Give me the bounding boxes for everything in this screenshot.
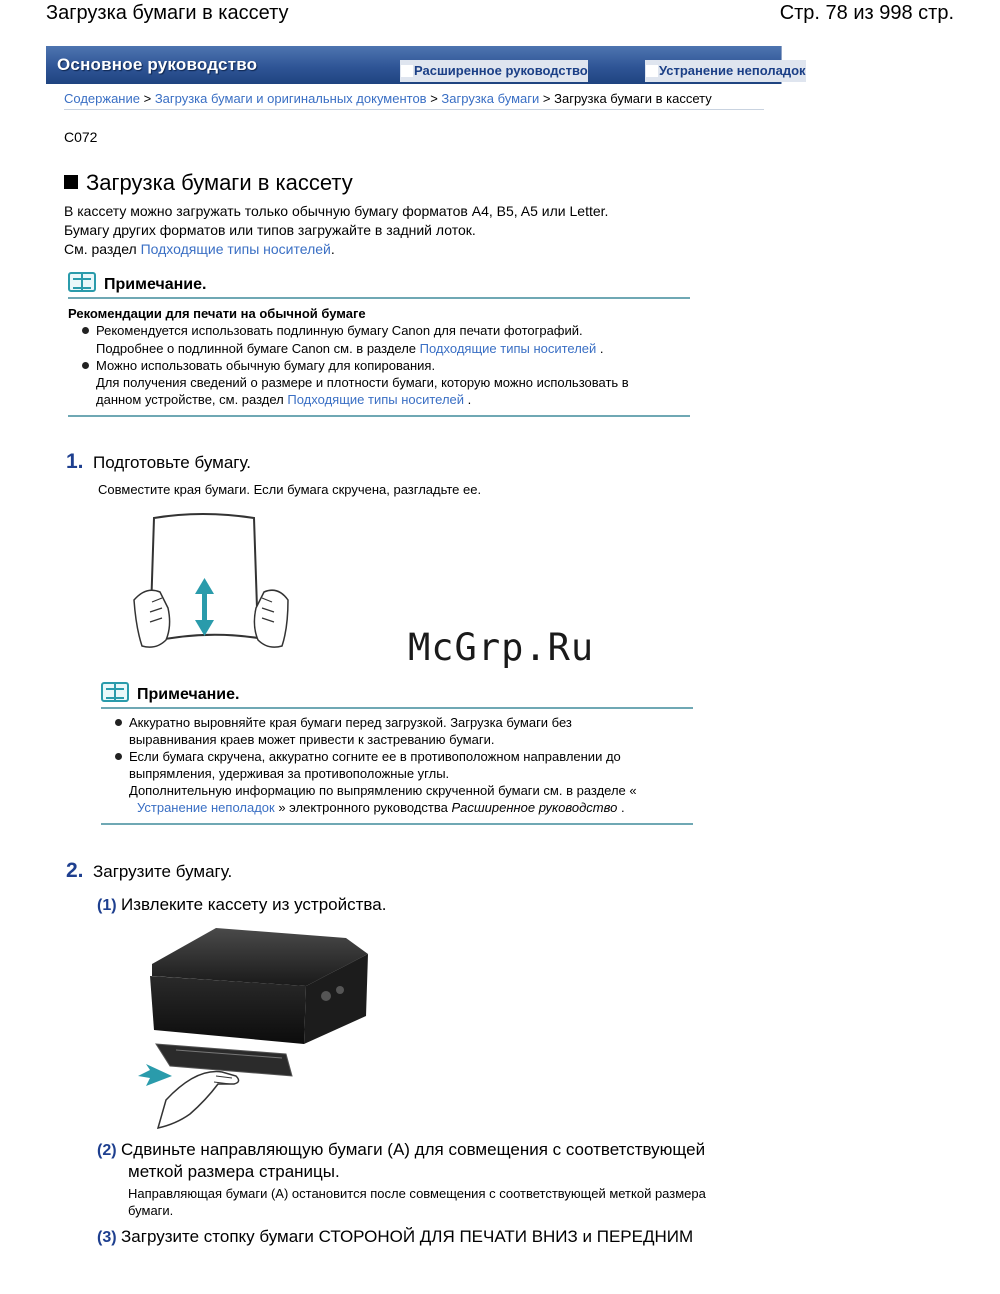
troubleshooting-tab[interactable]: Устранение неполадок	[645, 60, 806, 82]
substep-text: меткой размера страницы.	[128, 1162, 340, 1181]
intro-prefix: См. раздел	[64, 241, 141, 257]
note-text: » электронного руководства	[274, 800, 452, 815]
note-text: .	[617, 800, 625, 815]
breadcrumb-separator: >	[426, 91, 442, 106]
advanced-guide-reference: Расширенное руководство	[451, 800, 618, 815]
paper-cassette	[156, 1044, 292, 1076]
right-hand	[254, 590, 288, 647]
note-bullet-line: Дополнительную информацию по выпрямлению скрученной бумаги см. в разделе «	[129, 783, 637, 798]
note-text: данном устройстве, см. раздел	[96, 392, 288, 407]
note-bullet-line	[96, 340, 690, 357]
note-text: .	[596, 341, 604, 356]
pull-arrow-icon	[138, 1064, 172, 1086]
note-bullet-line: Для получения сведений о размере и плотности бумаги, которую можно использовать в	[96, 375, 629, 390]
step-title: Загрузите бумагу.	[92, 862, 233, 881]
breadcrumb-divider	[64, 109, 764, 110]
note-divider	[68, 415, 690, 417]
note-bullet-line: выравнивания краев может привести к застреванию бумаги.	[129, 732, 495, 747]
intro-text	[64, 202, 608, 259]
substep-text: Извлеките кассету из устройства.	[121, 895, 387, 914]
substep-description: бумаги.	[128, 1203, 174, 1218]
note-title-text: Примечание.	[137, 686, 240, 703]
basic-guide-title: Основное руководство	[57, 55, 258, 74]
square-bullet-icon	[64, 175, 78, 189]
book-icon	[101, 682, 129, 702]
substep-text: Сдвиньте направляющую бумаги (A) для совмещения с соответствующей	[121, 1140, 706, 1159]
book-icon	[68, 272, 96, 292]
substep-text: Загрузите стопку бумаги СТОРОНОЙ ДЛЯ ПЕЧАТИ ВНИЗ и ПЕРЕДНИМ	[121, 1227, 694, 1246]
note-bullet	[68, 357, 690, 408]
note-bullet	[68, 322, 690, 357]
media-types-link[interactable]: Подходящие типы носителей	[140, 241, 331, 257]
printer-button	[321, 991, 331, 1001]
substep-number: (3)	[97, 1229, 117, 1246]
note-box	[68, 272, 690, 417]
step-description: Совместите края бумаги. Если бумага скручена, разгладьте ее.	[98, 482, 482, 497]
printer-cassette-illustration	[136, 924, 376, 1130]
intro-line	[64, 240, 608, 259]
note-divider	[68, 297, 690, 299]
step-2	[66, 859, 232, 883]
breadcrumb-current: Загрузка бумаги в кассету	[554, 91, 712, 106]
note-title	[101, 682, 693, 704]
note-text: .	[464, 392, 472, 407]
note-bullet-line: выпрямления, удерживая за противоположные углы.	[129, 766, 450, 781]
note-title-text: Примечание.	[104, 276, 207, 293]
step-number: 1.	[66, 450, 84, 473]
note-bullet	[101, 748, 693, 816]
substep-3	[97, 1227, 693, 1247]
intro-line: Бумагу других форматов или типов загружайте в задний лоток.	[64, 222, 476, 238]
intro-line: В кассету можно загружать только обычную бумагу форматов A4, B5, A5 или Letter.	[64, 203, 609, 219]
substep-1	[97, 895, 386, 915]
document-code: C072	[64, 129, 98, 145]
breadcrumb	[64, 91, 712, 106]
section-heading-text: Загрузка бумаги в кассету	[86, 170, 353, 195]
substep-number: (2)	[97, 1142, 117, 1159]
substep-2	[97, 1140, 777, 1219]
troubleshooting-link[interactable]: Устранение неполадок	[137, 800, 275, 815]
step-number: 2.	[66, 859, 84, 882]
note-bullet-line	[96, 391, 690, 408]
note-bullet	[101, 714, 693, 748]
watermark: McGrp.Ru	[408, 626, 595, 669]
media-types-link[interactable]: Подходящие типы носителей	[419, 341, 597, 356]
note-divider	[101, 707, 693, 709]
note-box	[101, 682, 693, 825]
guide-banner	[46, 46, 806, 84]
breadcrumb-loading-paper-originals-link[interactable]: Загрузка бумаги и оригинальных документов	[154, 91, 427, 106]
note-bullet-line: Если бумага скручена, аккуратно согните ее в противоположном направлении до	[129, 749, 621, 764]
printer-front	[150, 976, 306, 1044]
substep-number: (1)	[97, 897, 117, 914]
page-counter: Стр. 78 из 998 стр.	[779, 2, 954, 24]
media-types-link[interactable]: Подходящие типы носителей	[287, 392, 465, 407]
note-title	[68, 272, 690, 294]
page-title: Загрузка бумаги в кассету	[46, 2, 289, 24]
note-subtitle: Рекомендации для печати на обычной бумаге	[68, 306, 366, 321]
printer-button	[336, 986, 344, 994]
breadcrumb-loading-paper-link[interactable]: Загрузка бумаги	[441, 91, 540, 106]
section-heading	[64, 170, 353, 196]
breadcrumb-contents-link[interactable]: Содержание	[64, 91, 140, 106]
note-divider	[101, 823, 693, 825]
substep-description: Направляющая бумаги (A) остановится после совмещения с соответствующей меткой размера	[128, 1186, 706, 1201]
note-bullet-line	[129, 799, 693, 816]
step-title: Подготовьте бумагу.	[92, 453, 252, 472]
intro-suffix: .	[330, 241, 335, 257]
breadcrumb-separator: >	[539, 91, 555, 106]
note-text: Подробнее о подлинной бумаге Canon см. в разделе	[96, 341, 420, 356]
advanced-guide-tab[interactable]: Расширенное руководство	[400, 60, 588, 82]
note-bullet-line: Рекомендуется использовать подлинную бумагу Canon для печати фотографий.	[96, 323, 583, 338]
hand	[158, 1072, 239, 1128]
breadcrumb-separator: >	[139, 91, 155, 106]
step-1	[66, 450, 251, 474]
paper-alignment-illustration	[132, 508, 292, 656]
note-bullet-line: Аккуратно выровняйте края бумаги перед загрузкой. Загрузка бумаги без	[129, 715, 572, 730]
note-bullet-line: Можно использовать обычную бумагу для копирования.	[96, 358, 436, 373]
